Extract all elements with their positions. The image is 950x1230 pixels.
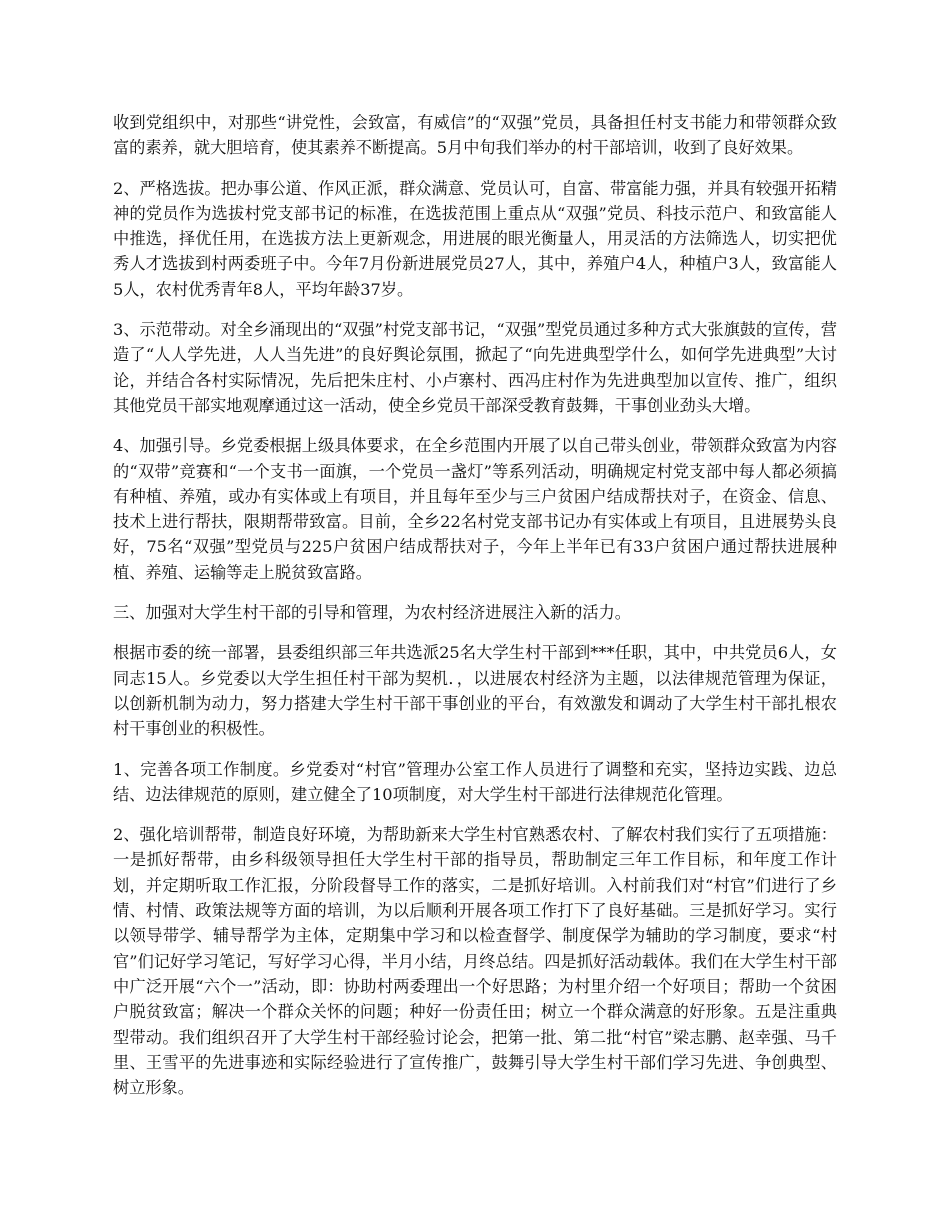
paragraph-cultivation-summary: 收到党组织中，对那些“讲党性，会致富，有威信”的“双强”党员，具备担任村支书能力和带领群众致富的素养，就大胆培育，使其素养不断提高。5月中旬我们举办的村干部培训，收到了良好效果。: [113, 113, 837, 158]
document-body: [113, 110, 837, 1115]
paragraph-strict-selection: 2、严格选拔。把办事公道、作风正派，群众满意、党员认可，自富、带富能力强，并具有较强开拓精神的党员作为选拔村党支部书记的标准，在选拔范围上重点从“双强”党员、科技示范户、和致富能人中推选，择优任用，在选拔方法上更新观念，用进展的眼光衡量人，用灵活的方法筛选人，切实把优秀人才选拔到村两委班子中。今年7月份新进展党员27人，其中，养殖户4人，种植户3人，致富能人5人，农村优秀青年8人，平均年龄37岁。: [113, 178, 837, 299]
paragraph-work-system: 1、完善各项工作制度。乡党委对“村官”管理办公室工作人员进行了调整和充实，坚持边实践、边总结、边法律规范的原则，建立健全了10项制度，对大学生村干部进行法律规范化管理。: [113, 759, 837, 804]
paragraph-training-mentoring: 2、强化培训帮带，制造良好环境，为帮助新来大学生村官熟悉农村、了解农村我们实行了五项措施：一是抓好帮带，由乡科级领导担任大学生村干部的指导员，帮助制定三年工作目标，和年度工作计划，并定期听取工作汇报，分阶段督导工作的落实，二是抓好培训。入村前我们对“村官”们进行了乡情、村情、政策法规等方面的培训，为以后顺利开展各项工作打下了良好基础。三是抓好学习。实行以领导带学、辅导帮学为主体，定期集中学习和以检查督学、制度保学为辅助的学习制度，要求“村官”们记好学习笔记，写好学习心得，半月小结，月终总结。四是抓好活动载体。我们在大学生村干部中广泛开展“六个一”活动，即：协助村两委理出一个好思路；为村里介绍一个好项目；帮助一个贫困户脱贫致富；解决一个群众关怀的问题；种好一份责任田；树立一个群众满意的好形象。五是注重典型带动。我们组织召开了大学生村干部经验讨论会，把第一批、第二批“村官”梁志鹏、赵幸强、马千里、王雪平的先进事迹和实际经验进行了宣传推广，鼓舞引导大学生村干部们学习先进、争创典型、树立形象。: [113, 825, 837, 1098]
paragraph-demonstration: 3、示范带动。对全乡涌现出的“双强”村党支部书记，“双强”型党员通过多种方式大张旗鼓的宣传，营造了“人人学先进，人人当先进”的良好舆论氛围，掀起了“向先进典型学什么，如何学先进典型”大讨论，并结合各村实际情况，先后把朱庄村、小卢寨村、西冯庄村作为先进典型加以宣传、推广，组织其他党员干部实地观摩通过这一活动，使全乡党员干部深受教育鼓舞，干事创业劲头大增。: [113, 320, 837, 415]
section-heading-three: 三、加强对大学生村干部的引导和管理，为农村经济进展注入新的活力。: [113, 603, 631, 623]
paragraph-college-village-officials: 根据市委的统一部署，县委组织部三年共选派25名大学生村干部到***任职，其中，中共党员6人，女同志15人。乡党委以大学生担任村干部为契机．，以进展农村经济为主题，以法律规范管理为保证，以创新机制为动力，努力搭建大学生村干部干事创业的平台，有效激发和调动了大学生村干部扎根农村干事创业的积极性。: [113, 643, 837, 739]
paragraph-guidance: 4、加强引导。乡党委根据上级具体要求，在全乡范围内开展了以自己带头创业，带领群众致富为内容的“双带”竞赛和“一个支书一面旗，一个党员一盏灯”等系列活动，明确规定村党支部中每人都必须搞有种植、养殖，或办有实体或上有项目，并且每年至少与三户贫困户结成帮扶对子，在资金、信息、技术上进行帮扶，限期帮带致富。目前，全乡22名村党支部书记办有实体或上有项目，且进展势头良好，75名“双强”型党员与225户贫困户结成帮扶对子，今年上半年已有33户贫困户通过帮扶进展种植、养殖、运输等走上脱贫致富路。: [113, 436, 837, 582]
